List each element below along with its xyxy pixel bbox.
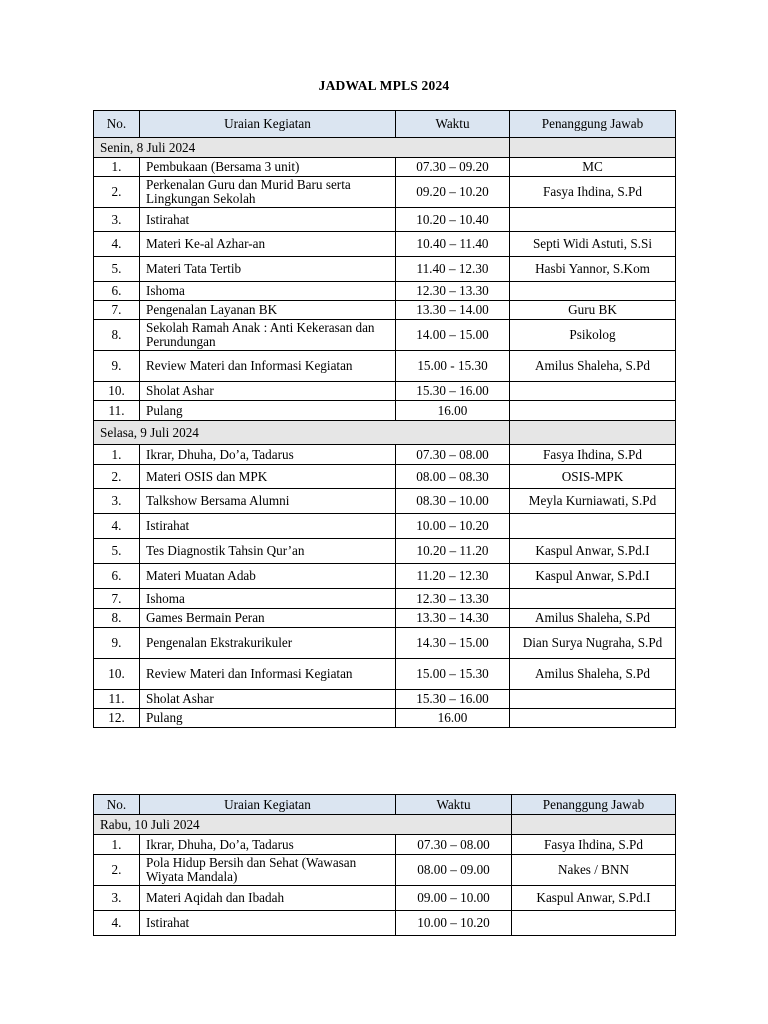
header-waktu: Waktu: [396, 111, 510, 138]
table-row: 9. Review Materi dan Informasi Kegiatan 15.00 - 15.30 Amilus Shaleha, S.Pd: [94, 351, 676, 382]
header-uraian: Uraian Kegiatan: [140, 111, 396, 138]
table-row: 1. Ikrar, Dhuha, Do’a, Tadarus 07.30 – 08.00 Fasya Ihdina, S.Pd: [94, 835, 676, 855]
table-row: 9. Pengenalan Ekstrakurikuler 14.30 – 15.00 Dian Surya Nugraha, S.Pd: [94, 628, 676, 659]
table-row: 3. Talkshow Bersama Alumni 08.30 – 10.00 Meyla Kurniawati, S.Pd: [94, 489, 676, 514]
schedule-table-2: [93, 794, 676, 936]
header-no: No.: [94, 111, 140, 138]
table-row: 6. Materi Muatan Adab 11.20 – 12.30 Kaspul Anwar, S.Pd.I: [94, 564, 676, 589]
header-pj: Penanggung Jawab: [510, 111, 676, 138]
table-row: 7. Pengenalan Layanan BK 13.30 – 14.00 Guru BK: [94, 301, 676, 320]
header-no: No.: [94, 795, 140, 815]
table-header-row: [94, 111, 676, 138]
day-row-senin: [94, 138, 676, 158]
day-label: Rabu, 10 Juli 2024: [94, 815, 512, 835]
day-row-rabu: [94, 815, 676, 835]
header-waktu: Waktu: [396, 795, 512, 815]
table-row: 2. Pola Hidup Bersih dan Sehat (Wawasan Wiyata Mandala) 08.00 – 09.00 Nakes / BNN: [94, 855, 676, 886]
header-uraian: Uraian Kegiatan: [140, 795, 396, 815]
table-row: 5. Tes Diagnostik Tahsin Qur’an 10.20 – 11.20 Kaspul Anwar, S.Pd.I: [94, 539, 676, 564]
table-row: 4. Istirahat 10.00 – 10.20: [94, 911, 676, 936]
table-row: 5. Materi Tata Tertib 11.40 – 12.30 Hasbi Yannor, S.Kom: [94, 257, 676, 282]
table-header-row: [94, 795, 676, 815]
table-row: 11. Sholat Ashar 15.30 – 16.00: [94, 690, 676, 709]
document-title: JADWAL MPLS 2024: [318, 78, 450, 93]
schedule-table-1: [93, 110, 676, 728]
table-row: 2. Perkenalan Guru dan Murid Baru serta Lingkungan Sekolah 09.20 – 10.20 Fasya Ihdina, S.Pd: [94, 177, 676, 208]
table-row: 8. Games Bermain Peran 13.30 – 14.30 Amilus Shaleha, S.Pd: [94, 609, 676, 628]
table-row: 10. Sholat Ashar 15.30 – 16.00: [94, 382, 676, 401]
table-row: 11. Pulang 16.00: [94, 401, 676, 421]
table-row: 6. Ishoma 12.30 – 13.30: [94, 282, 676, 301]
table-row: 1. Pembukaan (Bersama 3 unit) 07.30 – 09.20 MC: [94, 158, 676, 177]
table-row: 2. Materi OSIS dan MPK 08.00 – 08.30 OSIS-MPK: [94, 465, 676, 489]
table-row: 1. Ikrar, Dhuha, Do’a, Tadarus 07.30 – 08.00 Fasya Ihdina, S.Pd: [94, 445, 676, 465]
table-row: 10. Review Materi dan Informasi Kegiatan 15.00 – 15.30 Amilus Shaleha, S.Pd: [94, 659, 676, 690]
day-label: Senin, 8 Juli 2024: [94, 138, 510, 158]
header-pj: Penanggung Jawab: [512, 795, 676, 815]
table-row: 8. Sekolah Ramah Anak : Anti Kekerasan dan Perundungan 14.00 – 15.00 Psikolog: [94, 320, 676, 351]
table-row: 7. Ishoma 12.30 – 13.30: [94, 589, 676, 609]
day-row-selasa: [94, 421, 676, 445]
table-row: 4. Istirahat 10.00 – 10.20: [94, 514, 676, 539]
table-row: 3. Istirahat 10.20 – 10.40: [94, 208, 676, 232]
table-row: 4. Materi Ke-al Azhar-an 10.40 – 11.40 Septi Widi Astuti, S.Si: [94, 232, 676, 257]
day-label: Selasa, 9 Juli 2024: [94, 421, 510, 445]
table-row: 12. Pulang 16.00: [94, 709, 676, 728]
table-row: 3. Materi Aqidah dan Ibadah 09.00 – 10.00 Kaspul Anwar, S.Pd.I: [94, 886, 676, 911]
